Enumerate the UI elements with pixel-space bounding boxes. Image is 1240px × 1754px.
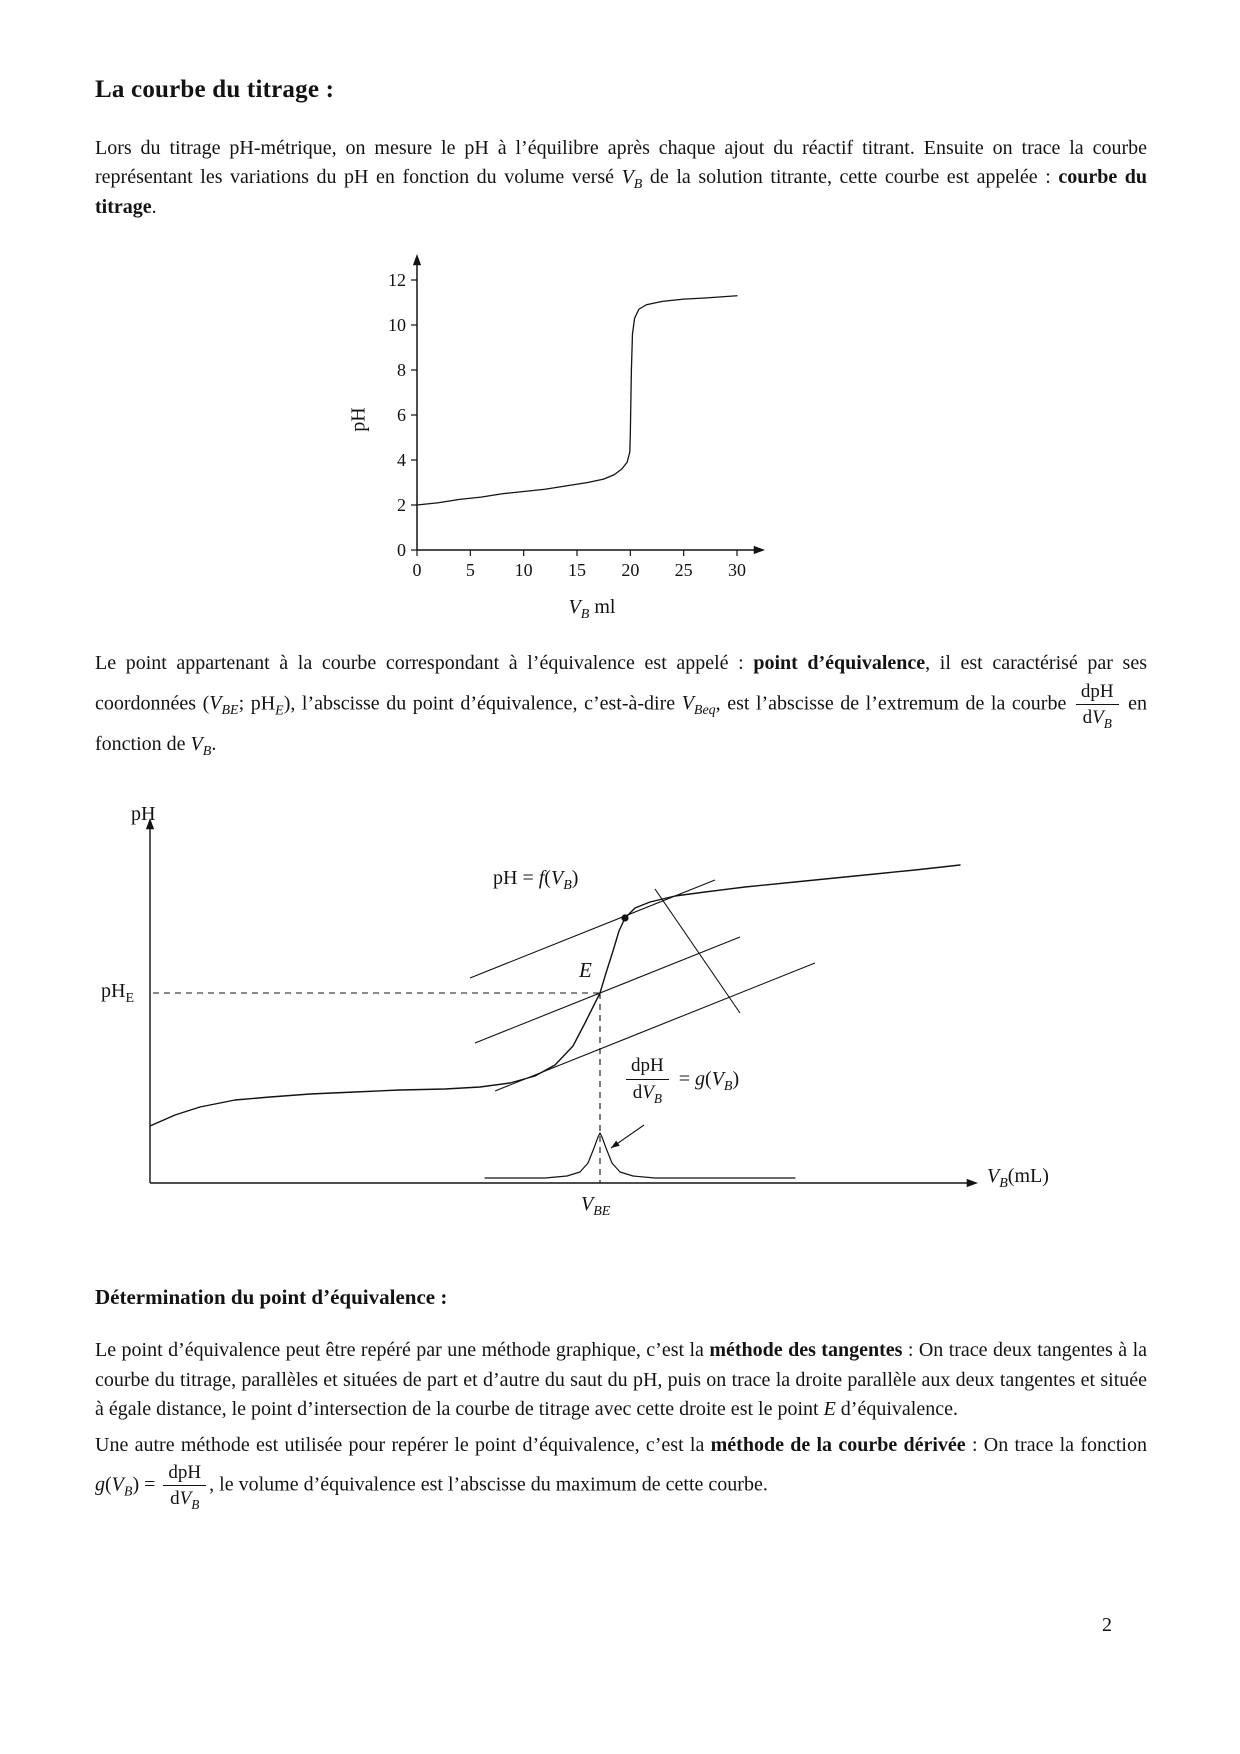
- math-symbol: d: [170, 1488, 180, 1510]
- text-run: ) =: [132, 1473, 161, 1496]
- text-run: .: [151, 195, 157, 218]
- math-symbol: V: [711, 1067, 724, 1090]
- math-symbol: g: [695, 1067, 706, 1090]
- math-subscript: B: [123, 1484, 133, 1500]
- bold-term: point d’équivalence: [753, 652, 926, 675]
- svg-text:0: 0: [412, 560, 422, 581]
- math-subscript: E: [125, 991, 135, 1007]
- text-run: pH: [131, 803, 156, 826]
- fraction-dpH-dVB: [626, 1055, 669, 1106]
- text-run: : On trace la fonction: [965, 1433, 1147, 1456]
- text-run: d’équivalence.: [835, 1398, 958, 1421]
- equation-rhs: [678, 1067, 740, 1094]
- math-symbol: V: [209, 691, 222, 714]
- math-symbol: V: [581, 1193, 594, 1216]
- text-run: de la solution titrante, cette courbe est appelée :: [642, 166, 1059, 189]
- diagram-VBE-label: [581, 1193, 611, 1220]
- math-VBeq: [681, 691, 716, 718]
- fraction-denominator: [1076, 705, 1119, 731]
- diagram-equivalence-point-label: E: [579, 958, 592, 983]
- tangent-method-figure: [95, 801, 1145, 1245]
- fraction-numerator: dpH: [626, 1055, 669, 1079]
- math-subscript: BE: [593, 1204, 611, 1220]
- text-run: Lors du titrage pH-métrique, on mesure le pH à l’équilibre après chaque ajout du réactif titrant. Ensuite on trace la courbe représentant les variations du pH en fonction du volume versé: [95, 137, 1147, 189]
- math-symbol: f: [538, 867, 545, 890]
- svg-text:5: 5: [465, 560, 475, 581]
- intro-paragraph: [95, 134, 1147, 222]
- math-symbol: V: [987, 1165, 1000, 1188]
- text-block: [95, 76, 1147, 1518]
- svg-text:4: 4: [397, 450, 406, 471]
- math-symbol: V: [621, 166, 634, 189]
- svg-text:20: 20: [621, 560, 640, 581]
- math-subscript: B: [1103, 715, 1112, 731]
- svg-text:10: 10: [388, 315, 406, 336]
- math-subscript: B: [999, 1176, 1008, 1192]
- fraction-dpH-dVB: [163, 1462, 206, 1513]
- math-VB: [190, 733, 212, 760]
- math-symbol: V: [111, 1473, 124, 1496]
- fraction-numerator: dpH: [163, 1462, 206, 1486]
- text-run: Le point d’équivalence peut être repéré par une méthode graphique, c’est la: [95, 1339, 710, 1362]
- fraction-denominator: [163, 1486, 206, 1513]
- text-run: pH: [101, 980, 126, 1003]
- math-subscript: B: [563, 878, 572, 894]
- math-symbol: V: [642, 1081, 654, 1103]
- text-run: (: [105, 1473, 112, 1496]
- svg-text:25: 25: [674, 560, 693, 581]
- math-symbol: V: [681, 691, 694, 714]
- svg-text:8: 8: [397, 360, 406, 381]
- diagram-curve-equation-label: [493, 867, 579, 894]
- math-symbol: V: [568, 596, 581, 619]
- equivalence-paragraph: [95, 649, 1147, 759]
- text-run: , le volume d’équivalence est l’abscisse du maximum de cette courbe.: [209, 1473, 768, 1496]
- bold-term: méthode des tangentes: [709, 1339, 903, 1362]
- text-run: , est l’abscisse de l’extremum de la courbe: [715, 691, 1073, 714]
- svg-text:10: 10: [514, 560, 533, 581]
- section-title-determination: Détermination du point d’équivalence :: [95, 1285, 448, 1310]
- text-run: ml: [589, 596, 616, 619]
- math-symbol: d: [1082, 706, 1093, 728]
- svg-text:0: 0: [397, 540, 406, 561]
- math-VB: [621, 166, 643, 193]
- math-subscript: B: [580, 607, 590, 623]
- math-symbol: g: [95, 1473, 105, 1496]
- math-subscript: B: [723, 1078, 733, 1094]
- section-title-titrage: La courbe du titrage :: [95, 76, 335, 103]
- math-symbol: d: [632, 1081, 643, 1103]
- text-run: Le point appartenant à la courbe correspondant à l’équivalence est appelé :: [95, 652, 754, 675]
- diagram-derivative-equation-label: [623, 1053, 739, 1105]
- tangent-method-paragraph: [95, 1336, 1147, 1424]
- text-run: : On trace deux tangentes à la courbe du titrage, parallèles et situées de part et d’autre du saut du pH, puis on trace la droite parallèle aux deux tangentes et située à égale distance, le point d’intersection de la courbe de titrage avec cette droite est le point: [95, 1339, 1148, 1421]
- bold-term: courbe du titrage: [95, 166, 1148, 218]
- fraction-dpH-dVB: [1076, 681, 1119, 729]
- text-run: ), l’abscisse du point d’équivalence, c’est-à-dire: [283, 691, 682, 714]
- svg-text:12: 12: [388, 270, 406, 291]
- derivative-method-paragraph: [95, 1431, 1147, 1512]
- text-run: =: [678, 1067, 691, 1090]
- math-symbol: V: [1092, 706, 1104, 728]
- text-run: ): [732, 1067, 740, 1090]
- titration-chart-figure: [347, 250, 807, 623]
- svg-text:30: 30: [728, 560, 746, 581]
- text-run: (: [705, 1067, 712, 1090]
- titration-x-axis-label: [347, 596, 807, 623]
- svg-text:15: 15: [568, 560, 586, 581]
- text-run: pH: [347, 407, 370, 432]
- math-symbol: V: [190, 733, 203, 756]
- diagram-phE-label: [101, 980, 135, 1007]
- text-run: pH =: [493, 867, 539, 890]
- text-run: .: [211, 733, 217, 756]
- page-number: 2: [1102, 1614, 1112, 1636]
- text-run: ; pH: [238, 691, 276, 714]
- math-subscript: B: [653, 1090, 662, 1106]
- titration-chart: [347, 250, 807, 592]
- text-run: en fonction de: [95, 691, 1148, 756]
- math-VBE: [209, 691, 239, 718]
- svg-text:6: 6: [397, 405, 406, 426]
- math-symbol: V: [179, 1488, 192, 1510]
- text-run: (: [544, 867, 551, 890]
- math-subscript: Beq: [693, 702, 716, 718]
- fraction-numerator: dpH: [1076, 681, 1119, 705]
- math-subscript: BE: [221, 702, 239, 718]
- diagram-ph-axis-label: [131, 803, 155, 826]
- svg-text:2: 2: [397, 495, 406, 516]
- text-run: (mL): [1007, 1165, 1049, 1188]
- text-run: Une autre méthode est utilisée pour repérer le point d’équivalence, c’est la: [95, 1433, 711, 1456]
- math-subscript: B: [191, 1497, 200, 1513]
- fraction-denominator: [626, 1080, 669, 1106]
- diagram-x-axis-label: [987, 1165, 1049, 1192]
- text-run: , il est caractérisé par ses coordonnées (: [95, 652, 1147, 714]
- titration-y-axis-label: [348, 407, 371, 431]
- text-run: ): [571, 867, 579, 890]
- math-symbol: E: [823, 1398, 836, 1421]
- math-subscript: E: [275, 702, 284, 718]
- math-subscript: B: [202, 744, 212, 760]
- math-subscript: B: [633, 177, 643, 193]
- bold-term: méthode de la courbe dérivée: [710, 1433, 966, 1456]
- math-symbol: V: [550, 867, 564, 890]
